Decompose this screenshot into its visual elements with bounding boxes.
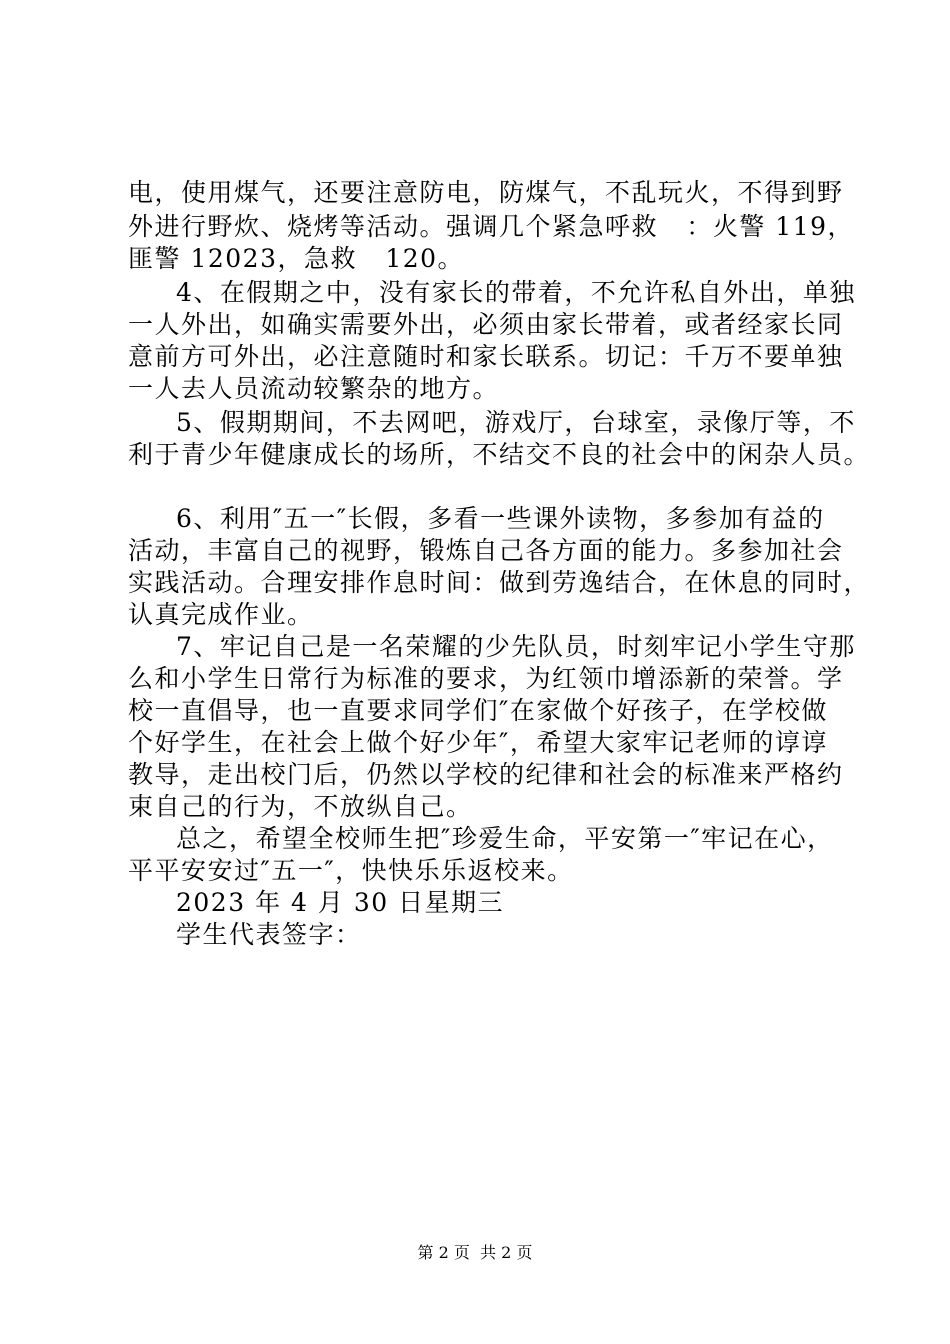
text-line: 校一直倡导，也一直要求同学们″在家做个好孩子，在学校做 <box>128 696 828 725</box>
text-line: 总之，希望全校师生把″珍爱生命，平安第一″牢记在心， <box>176 824 834 853</box>
date-line: 2023 年 4 月 30 日星期三 <box>176 888 505 917</box>
text-line: 匪警 12023，急救 120。 <box>128 244 465 273</box>
text-line: 利于青少年健康成长的场所，不结交不良的社会中的闲杂人员。 <box>128 440 871 469</box>
text-line: 认真完成作业。 <box>128 600 314 629</box>
page-indicator: 第 2 页 共 2 页 <box>417 1243 533 1262</box>
text-line: 束自己的行为，不放纵自己。 <box>128 792 473 821</box>
text-line: 5、假期期间，不去网吧，游戏厅，台球室，录像厅等，不 <box>176 408 856 437</box>
signature-label: 学生代表签字： <box>176 920 362 949</box>
text-line: 6、利用″五一″长假，多看一些课外读物，多参加有益的 <box>176 504 825 533</box>
text-line: 意前方可外出，必注意随时和家长联系。切记：千万不要单独 <box>128 342 844 371</box>
text-line: 平平安安过″五一″，快快乐乐返校来。 <box>128 856 574 885</box>
text-line: 一人去人员流动较繁杂的地方。 <box>128 374 500 403</box>
text-line: 么和小学生日常行为标准的要求，为红领巾增添新的荣誉。学 <box>128 664 844 693</box>
text-line: 4、在假期之中，没有家长的带着，不允许私自外出，单独 <box>176 278 856 307</box>
text-line: 实践活动。合理安排作息时间：做到劳逸结合，在休息的同时， <box>128 568 871 597</box>
text-line: 活动，丰富自己的视野，锻炼自己各方面的能力。多参加社会 <box>128 536 844 565</box>
text-line: 个好学生，在社会上做个好少年″，希望大家牢记老师的谆谆 <box>128 728 828 757</box>
text-line: 电，使用煤气，还要注意防电，防煤气，不乱玩火，不得到野 <box>128 178 844 207</box>
text-line: 教导，走出校门后，仍然以学校的纪律和社会的标准来严格约 <box>128 760 844 789</box>
text-line: 一人外出，如确实需要外出，必须由家长带着，或者经家长同 <box>128 310 844 339</box>
text-line: 7、牢记自己是一名荣耀的少先队员，时刻牢记小学生守那 <box>176 632 856 661</box>
text-line: 外进行野炊、烧烤等活动。强调几个紧急呼救 ：火警 119， <box>128 212 855 241</box>
